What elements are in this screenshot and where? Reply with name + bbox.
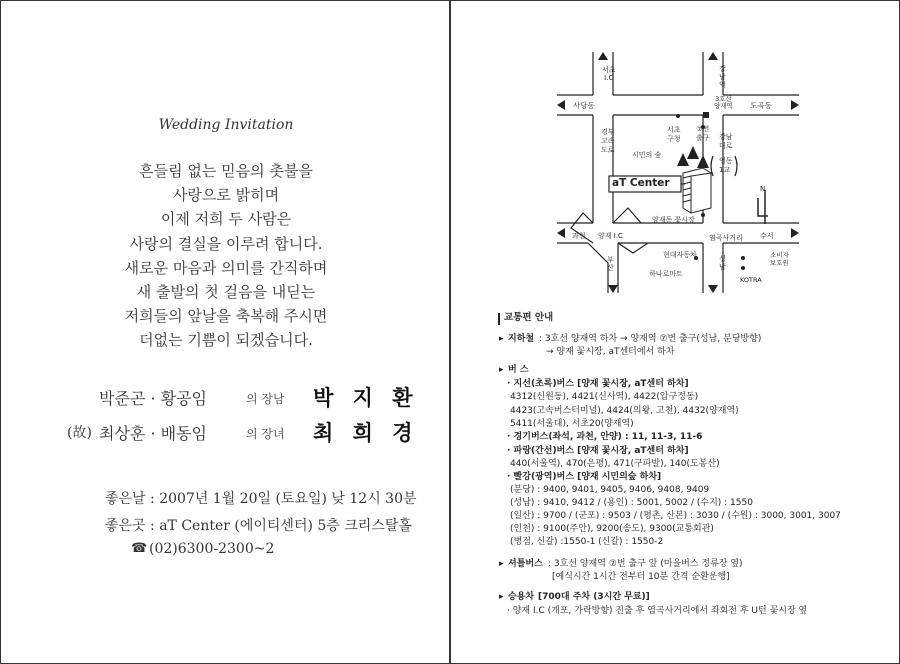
shuttle-line: [예식시간 1시간 전부터 10분 간격 순환운행]: [552, 572, 730, 582]
subway-label: 지하철: [508, 334, 535, 344]
invitation-poem: [1, 159, 451, 353]
shuttle-line: : 3호선 양재역 ⑦번 출구 앞 (마을버스 정류장 옆): [548, 559, 743, 569]
map-label-yeomgok: 염곡사거리: [709, 234, 743, 242]
map-label-yeongdong-bridge: 영동 1교: [719, 157, 733, 174]
map-label-hyundai: 현대자동차: [663, 251, 697, 259]
map-label-flower-market: 양재동 꽃시장: [652, 216, 695, 224]
transport-heading: 교통편 안내: [504, 312, 554, 323]
map-label-citizens-forest: 시민의 숲: [632, 151, 662, 159]
bus-line: 4423(고속버스터미널), 4424(의왕, 고천), 4432(양재역): [510, 406, 739, 416]
bus-label: 버 스: [508, 365, 529, 375]
map-label-exit7: ⑦번 출구: [696, 125, 710, 142]
venue-text: 좋은곳 : aT Center (에이티센터) 5층 크리스탈홀: [105, 518, 412, 534]
date-text: 좋은날 : 2007년 1월 20일 (토요일) 낮 12시 30분: [105, 491, 417, 507]
bus-bullet-icon: ▸: [499, 365, 504, 375]
subway-line: : 3호선 양재역 하차 → 양재역 ⑦번 출구(성남, 분당방향): [539, 334, 762, 344]
map-label-busan: 부 산: [607, 256, 614, 272]
map-label-gyeongbu: 경부 고속 도로: [601, 128, 615, 154]
shuttle-label: 셔틀버스: [508, 559, 543, 569]
phone-number: (02)6300-2300~2: [149, 541, 275, 557]
map-label-yangjae-ic: 양재 I.C: [598, 232, 623, 240]
bus-line: (분당) : 9400, 9401, 9405, 9406, 9408, 9409: [510, 485, 710, 495]
map-label-atcenter: aT Center: [612, 177, 670, 189]
poem-line: 저희들의 앞날을 축복해 주시면: [124, 307, 328, 326]
map-label-dogok: 도곡동: [750, 101, 772, 110]
map-label-hanaro: 하나로마트: [649, 270, 683, 278]
bride-relation: 의 장녀: [246, 427, 285, 441]
groom-relation: 의 장남: [246, 392, 285, 406]
subway-line: → 양재 꽃시장, aT센터에서 하차: [546, 347, 675, 357]
groom-name: 박 지 환: [313, 385, 419, 410]
map-label-seocho-gu: 서초 구청: [667, 126, 681, 143]
map-label-sadang: 사당동: [573, 101, 595, 110]
map-label-suseo: 수서: [760, 232, 774, 240]
bus-line: (인천) : 9100(주안), 9200(송도), 9300(교통회관): [510, 524, 714, 534]
bus-line: 5411(서울대), 서초20(양재역): [510, 419, 634, 429]
poem-line: 새로운 마음과 의미를 간직하며: [124, 258, 328, 277]
groom-parents: 박준곤 · 황공임: [99, 389, 207, 408]
car-line: [700대 주차 (3시간 무료)]: [538, 592, 650, 602]
bride-deceased-prefix: (故): [67, 425, 92, 441]
bus-line: (병점, 신갈) :1550-1 (신갈) : 1550-2: [510, 537, 664, 547]
bride-parents: 최상훈 · 배동임: [99, 424, 207, 443]
map-label-line3-yangjae: 3호선 양재역: [714, 95, 733, 110]
subway-bullet-icon: ▸: [499, 334, 504, 344]
bus-line: 4312(신원동), 4421(신사역), 4422(압구정동): [510, 392, 699, 402]
poem-line: 사랑의 결실을 이루려 합니다.: [129, 234, 323, 253]
bus-line: 440(서울역), 470(은평), 471(구파발), 140(도봉산): [510, 459, 720, 469]
map-label-consumer-agency: 소비자 보호원: [770, 251, 789, 267]
bus-line: · 경기버스(좌석, 과천, 안양) : 11, 11-3, 11-6: [507, 432, 703, 442]
map-label-gangnam-station: 강 남 역: [719, 65, 726, 89]
car-bullet-icon: ▸: [499, 592, 504, 602]
bride-name: 최 희 경: [313, 420, 419, 445]
invitation-title: Wedding Invitation: [158, 117, 294, 133]
map-label-gangnam-daero: 강남 대로: [719, 133, 733, 150]
poem-line: 사랑으로 밝히며: [172, 186, 280, 205]
poem-line: 새 출발의 첫 걸음을 내딛는: [136, 283, 316, 302]
bus-line: · 파랑(간선)버스 [양재 꽃시장, aT센터 하차]: [507, 446, 689, 456]
atcenter-building-icon: [683, 168, 711, 213]
bus-line: (일산) : 9700 / (군포) : 9503 / (평촌, 산본) : 3030 / (수원) : 3000, 3001, 3007: [510, 511, 841, 521]
map-label-seocho-ic: 서초 I.C: [602, 66, 616, 82]
map-label-kotra: KOTRA: [740, 276, 762, 284]
poem-line: 흔들림 없는 믿음의 촛불을: [139, 162, 313, 180]
map-label-north: N: [760, 185, 766, 193]
poem-line: 더없는 기쁨이 되겠습니다.: [139, 331, 313, 350]
bus-line: (성남) : 9410, 9412 / (용인) : 5001, 5002 / (수지) : 1550: [510, 498, 753, 508]
heading-bar: [498, 313, 500, 325]
phone-icon: ☎: [131, 541, 148, 556]
bus-line: · 빨강(광역)버스 [양재 시민의숲 하차]: [507, 472, 662, 482]
map-label-seongnam: 성 남: [719, 255, 726, 271]
poem-line: 이제 저희 두 사람은: [160, 210, 292, 229]
bus-line: · 지선(초록)버스 [양재 꽃시장, aT센터 하차]: [507, 379, 689, 389]
map-label-gwacheon: 과천: [572, 232, 586, 240]
shuttle-bullet-icon: ▸: [499, 559, 504, 569]
car-line: · 양재 I.C (개포, 가락방향) 진출 후 염곡사거리에서 좌회전 후 U턴 꽃시장 옆: [507, 606, 808, 616]
car-label: 승용차: [508, 592, 535, 602]
location-map: [553, 48, 803, 303]
